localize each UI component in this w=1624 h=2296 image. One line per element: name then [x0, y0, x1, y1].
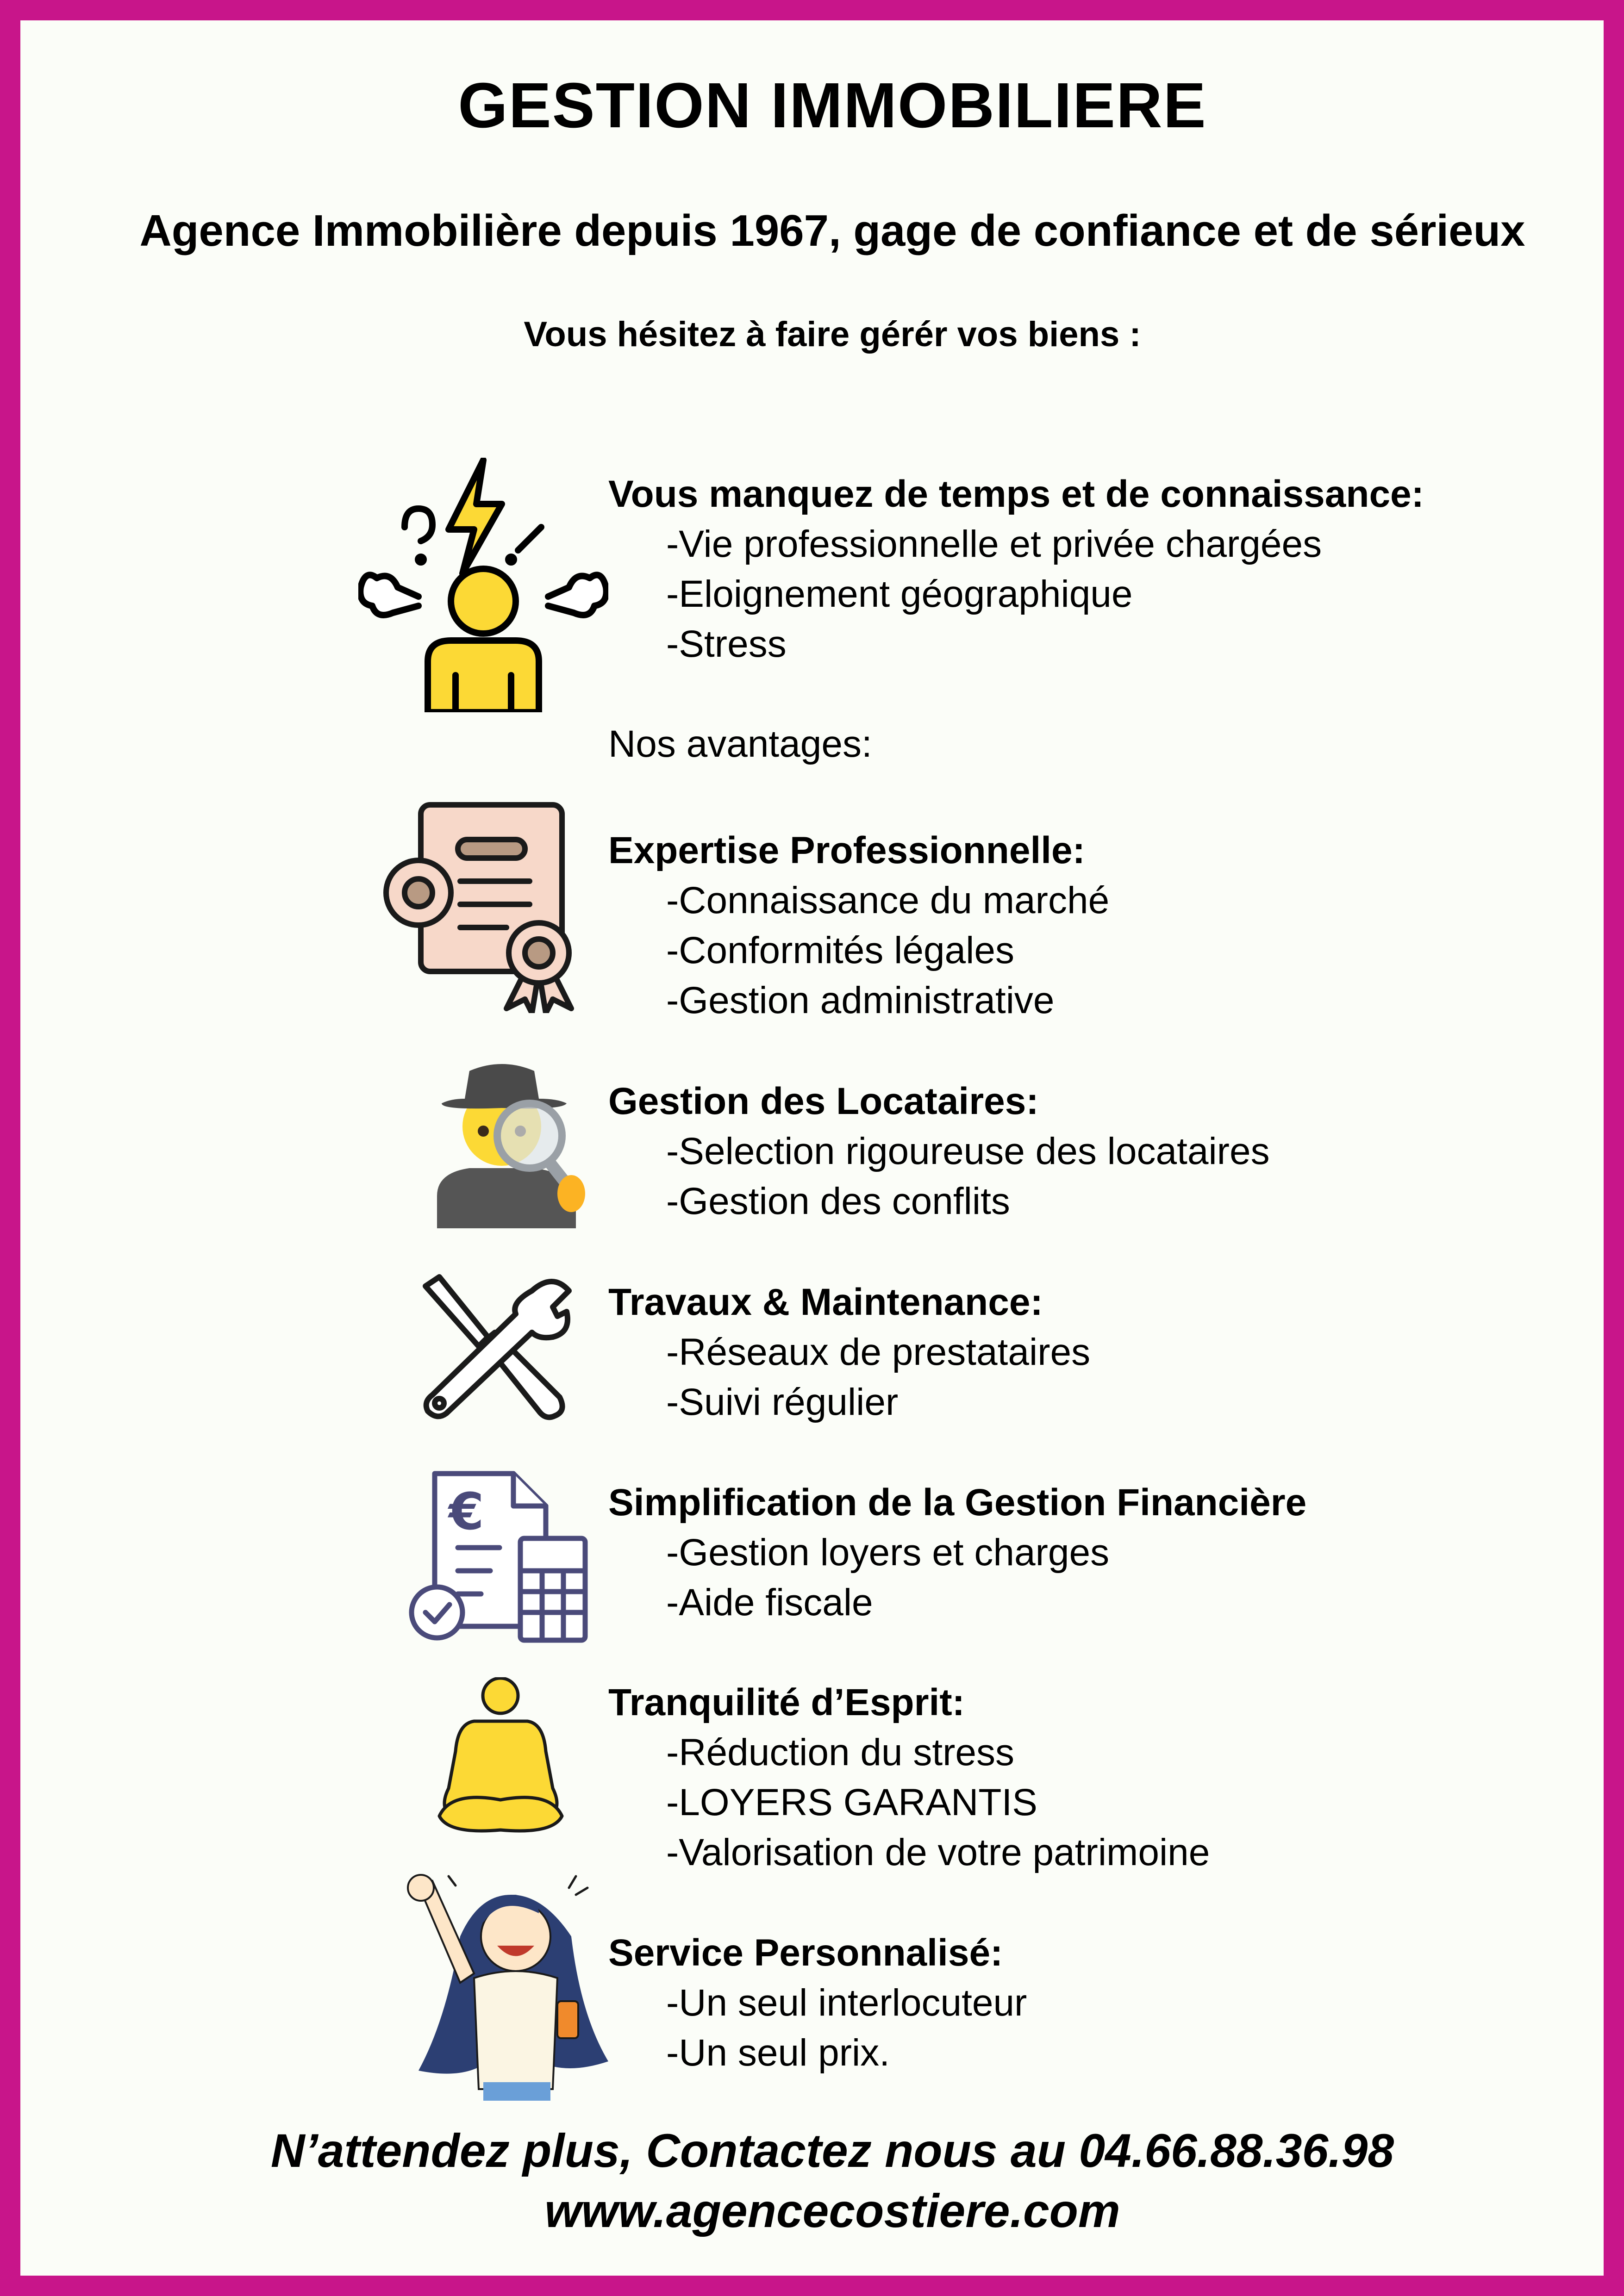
section-heading: Simplification de la Gestion Financière [608, 1481, 1307, 1524]
page-title: GESTION IMMOBILIERE [458, 70, 1207, 141]
list-item: -Aide fiscale [666, 1581, 873, 1624]
advantages-label: Nos avantages: [608, 723, 872, 765]
advantage-section [608, 1076, 1270, 1226]
list-item: -Réduction du stress [666, 1731, 1015, 1773]
advantage-section [608, 826, 1109, 1026]
list-item: -Connaissance du marché [666, 879, 1110, 921]
list-item: -Conformités légales [666, 929, 1014, 971]
list-item: -Selection rigoureuse des locataires [666, 1130, 1270, 1172]
advantage-section [608, 1277, 1090, 1427]
list-item: -Stress [666, 623, 787, 665]
section-heading: Tranquilité d’Esprit: [608, 1681, 965, 1724]
list-item: -Réseaux de prestataires [666, 1331, 1091, 1373]
meditation-icon [437, 1677, 564, 1837]
section-heading: Service Personnalisé: [608, 1932, 1003, 1974]
list-item: -Gestion des conflits [666, 1180, 1010, 1222]
advantage-section [608, 1478, 1306, 1628]
tools-icon [418, 1272, 574, 1423]
intro-text: Vous hésitez à faire gérér vos biens : [524, 315, 1141, 354]
website-link[interactable]: www.agencecostiere.com [544, 2184, 1120, 2237]
list-item: -Vie professionnelle et privée chargées [666, 523, 1322, 565]
section-heading: Expertise Professionnelle: [608, 829, 1085, 871]
advantage-section [608, 1928, 1027, 2078]
list-item: -Eloignement géographique [666, 573, 1133, 615]
list-item: -LOYERS GARANTIS [666, 1781, 1037, 1823]
certificate-icon [377, 800, 590, 1013]
section-heading: Gestion des Locataires: [608, 1080, 1039, 1122]
list-item: -Gestion administrative [666, 979, 1055, 1021]
list-item: -Suivi régulier [666, 1381, 899, 1423]
page-subtitle: Agence Immobilière depuis 1967, gage de confiance et de sérieux [139, 206, 1525, 255]
svg-text:€: € [449, 1482, 484, 1541]
problem-section [608, 469, 1424, 669]
list-item: -Valorisation de votre patrimoine [666, 1831, 1210, 1873]
detective-icon [423, 1057, 594, 1228]
invoice-calculator-icon [407, 1469, 590, 1645]
list-item: -Un seul interlocuteur [666, 1982, 1027, 2024]
contact-text: N’attendez plus, Contactez nous au 04.66.88.36.98 [270, 2124, 1394, 2177]
list-item: -Un seul prix. [666, 2032, 890, 2074]
happy-woman-icon [400, 1867, 622, 2101]
section-heading: Travaux & Maintenance: [608, 1281, 1043, 1323]
advantage-section [608, 1678, 1210, 1878]
stressed-person-icon [358, 458, 608, 712]
list-item: -Gestion loyers et charges [666, 1531, 1110, 1574]
problem-heading: Vous manquez de temps et de connaissance: [608, 473, 1424, 515]
